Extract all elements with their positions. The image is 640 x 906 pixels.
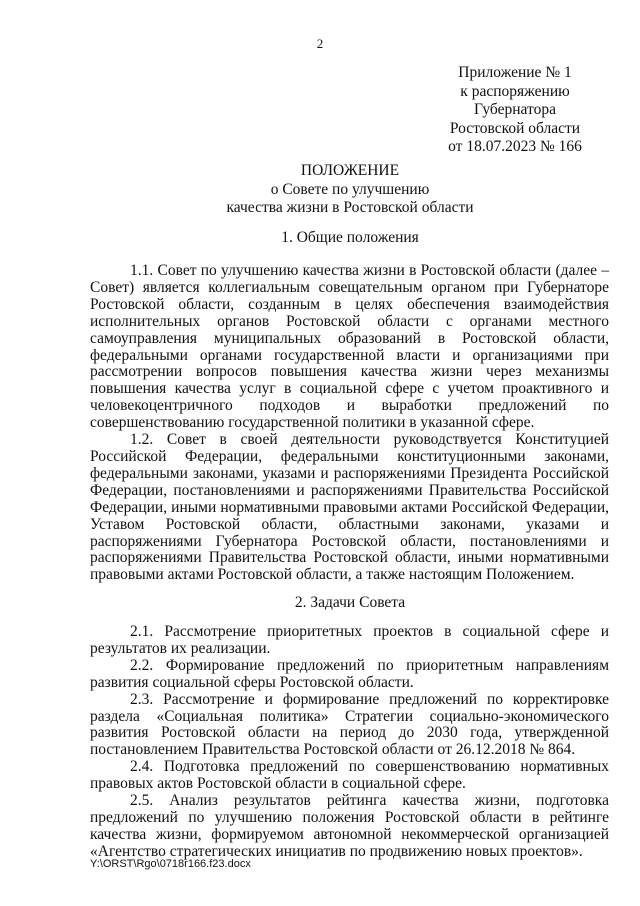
paragraph: 2.5. Анализ результатов рейтинга качества жизни, подготовка предложений по улучшению положения Ростовской области в рейтинге качества жизни, формируемом автономной некоммерческой организацией «Агентство стратегических инициатив по продвижению новых проектов».: [90, 792, 609, 860]
title-subtitle: качества жизни в Ростовской области: [226, 199, 474, 216]
title-heading: ПОЛОЖЕНИЕ: [300, 162, 400, 179]
appendix-line: Ростовской области: [449, 119, 581, 137]
appendix-header: [440, 64, 590, 157]
paragraph: 2.2. Формирование предложений по приоритетным направлениям развития социальной сферы Ростовской области.: [90, 656, 609, 691]
section-body: [90, 624, 609, 861]
title-subtitle: о Совете по улучшению: [270, 180, 430, 198]
paragraph: 2.3. Рассмотрение и формирование предложений по корректировке раздела «Социальная политика» Стратегии социально-экономического развития Ростовской области на период до 2030 года, утвержденной постановлением Правительства Ростовской области от 26.12.2018 № 864.: [90, 690, 609, 759]
page-number: 2: [316, 36, 324, 51]
paragraph: 2.1. Рассмотрение приоритетных проектов в социальной сфере и результатов их реализации.: [90, 623, 609, 657]
appendix-line: Приложение № 1: [458, 64, 572, 81]
appendix-line: к распоряжению: [460, 82, 570, 100]
paragraph: 2.4. Подготовка предложений по совершенствованию нормативных правовых актов Ростовской области в социальной сфере.: [90, 758, 609, 793]
paragraph: 1.1. Совет по улучшению качества жизни в Ростовской области (далее – Совет) является коллегиальным совещательным органом при Губернаторе Ростовской области, созданным в целях обеспечения взаимодействия исполнительных органов Ростовской области с органами местного самоуправления муниципальных образований в Ростовской области, федеральными органами государственной власти и организациями при рассмотрении вопросов повышения качества жизни через механизмы повышения качества услуг в социальной сфере с учетом проактивного и человекоцентричного подходов и выработки предложений по совершенствованию государственной политики в указанной сфере.: [90, 262, 609, 432]
section-heading: 1. Общие положения: [281, 229, 419, 246]
appendix-line: Губернатора: [474, 101, 556, 118]
document-title: [90, 162, 610, 218]
file-path-footer: Y:\ORST\Rgo\0718r166.f23.docx: [90, 858, 251, 870]
section-body: [90, 263, 609, 584]
section-heading: 2. Задачи Совета: [294, 594, 406, 611]
paragraph: 1.2. Совет в своей деятельности руководствуется Конституцией Российской Федерации, федеральными конституционными законами, федеральными законами, указами и распоряжениями Президента Российской Федерации, постановлениями и распоряжениями Правительства Российской Федерации, иными нормативными правовыми актами Российской Федерации, Уставом Ростовской области, областными законами, указами и распоряжениями Губернатора Ростовской области, постановлениями и распоряжениями Правительства Ростовской области, иными нормативными правовыми актами Ростовской области, а также настоящим Положением.: [90, 431, 609, 584]
appendix-line: от 18.07.2023 № 166: [448, 138, 582, 155]
